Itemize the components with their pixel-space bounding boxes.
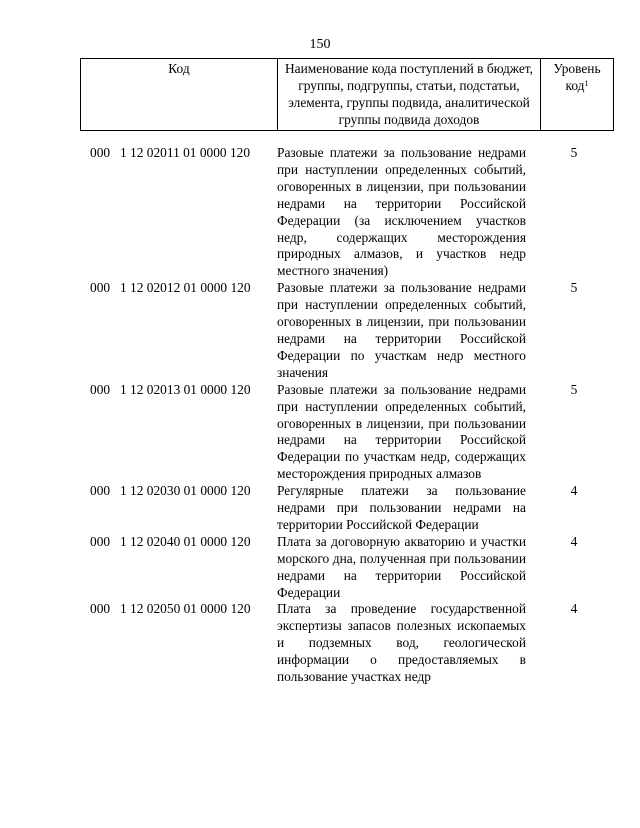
row-name: Разовые платежи за пользование недрами при наступлении определенных событий, оговоренных в лицензии, при пользовании недрами на территории Российской Федерации по участкам недр, содержащих месторождения природных алмазов — [277, 381, 526, 482]
table-row — [80, 382, 614, 483]
row-name: Плата за договорную акваторию и участки морского дна, полученная при пользовании недрами на территории Российской Федерации — [277, 533, 526, 600]
row-prefix: 000 — [90, 533, 111, 549]
row-level: 4 — [570, 483, 578, 499]
row-name: Плата за проведение государственной экспертизы запасов полезных ископаемых и подземных вод, геологической информации о предоставляемых в пользование участках недр — [277, 601, 526, 685]
row-prefix: 000 — [90, 381, 111, 397]
row-code: 1 12 02050 01 0000 120 — [120, 601, 251, 617]
table-body — [80, 145, 614, 686]
row-code: 1 12 02040 01 0000 120 — [120, 533, 251, 549]
row-level: 5 — [570, 280, 578, 296]
row-prefix: 000 — [90, 601, 111, 617]
header-name — [278, 59, 541, 131]
table-row — [80, 601, 614, 686]
page-number: 150 — [309, 37, 331, 52]
header-level — [541, 59, 614, 131]
row-name: Разовые платежи за пользование недрами при наступлении определенных событий, оговоренных в лицензии, при пользовании недрами на территории Российской Федерации по участкам недр местного значения — [277, 280, 526, 380]
header-code-label: Код — [168, 61, 190, 76]
row-prefix: 000 — [90, 145, 111, 160]
header-name-label: Наименование кода поступлений в бюджет, группы, подгруппы, статьи, подстатьи, элемента, группы подвида, аналитической группы подвида доходов — [285, 61, 533, 127]
table-row — [80, 534, 614, 602]
header-row — [81, 59, 614, 131]
row-prefix: 000 — [90, 483, 111, 499]
row-level: 4 — [570, 601, 578, 617]
row-level: 5 — [570, 145, 578, 160]
row-level: 4 — [570, 533, 578, 549]
row-code: 1 12 02013 01 0000 120 — [120, 381, 251, 397]
table-header — [80, 58, 614, 131]
footnote-marker: 1 — [584, 79, 589, 88]
header-code — [81, 59, 278, 131]
row-prefix: 000 — [90, 280, 111, 296]
row-level: 5 — [570, 381, 578, 397]
row-code: 1 12 02011 01 0000 120 — [120, 145, 251, 160]
row-code: 1 12 02012 01 0000 120 — [120, 280, 251, 296]
header-level-label: Уровень код — [553, 61, 601, 93]
row-name: Регулярные платежи за пользование недрами при пользовании недрами на территории Российской Федерации — [277, 483, 526, 532]
row-code: 1 12 02030 01 0000 120 — [120, 483, 251, 499]
table-row — [80, 145, 614, 280]
table-row — [80, 280, 614, 381]
table-row — [80, 483, 614, 534]
row-name: Разовые платежи за пользование недрами при наступлении определенных событий, оговоренных в лицензии, при пользовании недрами на территории Российской Федерации (за исключением участков недр, содержащих месторождения природных алмазов, и участков недр местного значения) — [277, 145, 526, 279]
